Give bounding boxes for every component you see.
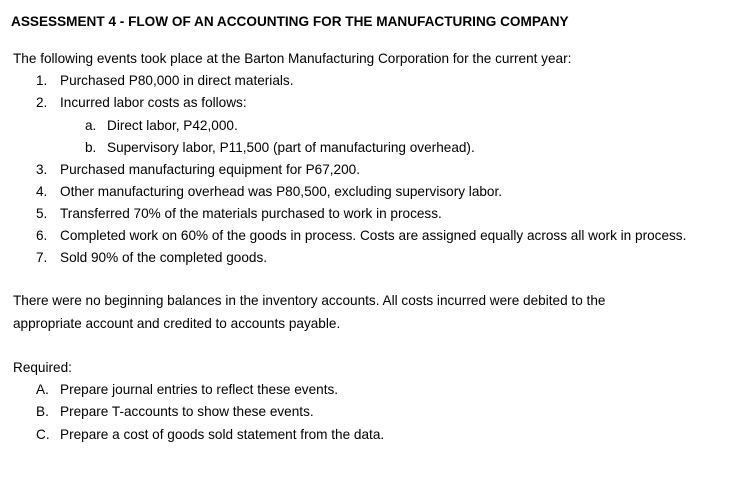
list-item-text: Other manufacturing overhead was P80,500, excluding supervisory labor.	[60, 184, 503, 199]
list-marker: 4.	[36, 184, 48, 199]
intro-paragraph: The following events took place at the Barton Manufacturing Corporation for the current year:	[13, 51, 572, 66]
list-item-text: Prepare a cost of goods sold statement from the data.	[60, 427, 385, 442]
list-marker: C.	[36, 427, 50, 442]
list-item-text: Completed work on 60% of the goods in process. Costs are assigned equally across all work in process.	[60, 228, 687, 243]
list-marker: 2.	[36, 95, 48, 110]
sublist-item-text: Supervisory labor, P11,500 (part of manufacturing overhead).	[107, 140, 475, 155]
sublist-marker: a.	[85, 118, 97, 133]
list-item-text: Prepare T-accounts to show these events.	[60, 404, 314, 419]
balances-paragraph-line-2: appropriate account and credited to accounts payable.	[13, 316, 341, 331]
sublist-marker: b.	[85, 140, 97, 155]
list-item-text: Purchased P80,000 in direct materials.	[60, 73, 294, 88]
list-marker: A.	[36, 382, 49, 397]
list-marker: 5.	[36, 206, 48, 221]
list-item-text: Purchased manufacturing equipment for P67,200.	[60, 162, 361, 177]
document-title: ASSESSMENT 4 - FLOW OF AN ACCOUNTING FOR THE MANUFACTURING COMPANY	[11, 14, 569, 29]
list-item-text: Sold 90% of the completed goods.	[60, 250, 268, 265]
list-item-text: Prepare journal entries to reflect these events.	[60, 382, 339, 397]
sublist-item-text: Direct labor, P42,000.	[107, 118, 238, 133]
list-marker: 1.	[36, 73, 48, 88]
list-item-text: Transferred 70% of the materials purchased to work in process.	[60, 206, 442, 221]
list-marker: 3.	[36, 162, 48, 177]
list-marker: 6.	[36, 228, 48, 243]
required-heading: Required:	[13, 360, 72, 375]
list-marker: 7.	[36, 250, 48, 265]
list-marker: B.	[36, 404, 49, 419]
list-item-text: Incurred labor costs as follows:	[60, 95, 247, 110]
balances-paragraph-line-1: There were no beginning balances in the inventory accounts. All costs incurred were debited to the	[13, 293, 606, 308]
